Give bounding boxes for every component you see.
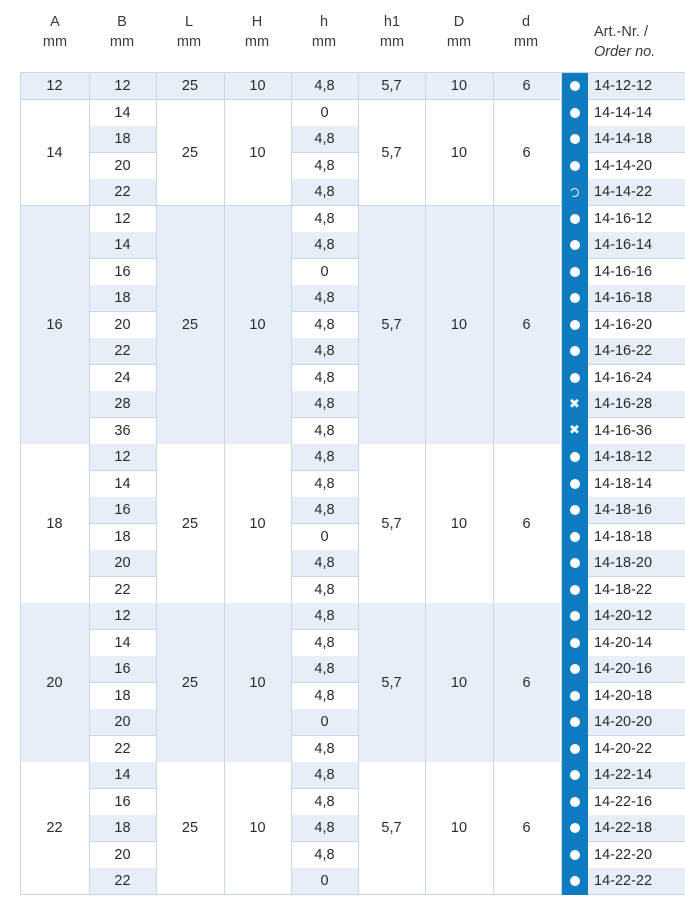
cell-d: 6 (493, 206, 560, 445)
order-number[interactable]: 14-18-18 (588, 524, 685, 551)
cell-B: 16 (89, 497, 156, 524)
cell-h: 4,8 (291, 391, 358, 418)
cell-h: 4,8 (291, 789, 358, 816)
column-separator (291, 72, 292, 895)
cell-d: 6 (493, 444, 560, 603)
cell-h: 4,8 (291, 683, 358, 710)
cell-B: 14 (89, 100, 156, 127)
cell-h: 0 (291, 868, 358, 895)
cell-h: 4,8 (291, 630, 358, 657)
order-number[interactable]: 14-14-18 (588, 126, 685, 153)
column-header-unit: mm (42, 34, 68, 50)
cell-B: 16 (89, 656, 156, 683)
cell-B: 14 (89, 762, 156, 789)
availability-dot-icon (561, 232, 588, 259)
order-number[interactable]: 14-16-36 (588, 418, 685, 445)
cell-h1: 5,7 (358, 100, 425, 206)
column-separator (561, 72, 562, 895)
cell-H: 10 (224, 603, 291, 762)
cell-B: 12 (89, 73, 156, 100)
availability-ring-icon (561, 179, 588, 206)
cell-L: 25 (156, 444, 224, 603)
cell-B: 18 (89, 524, 156, 551)
availability-dot-icon (561, 762, 588, 789)
cell-D: 10 (425, 603, 493, 762)
cell-B: 20 (89, 709, 156, 736)
order-number[interactable]: 14-18-16 (588, 497, 685, 524)
cell-h: 0 (291, 100, 358, 127)
availability-dot-icon (561, 868, 588, 895)
dot-mark (570, 240, 580, 250)
availability-dot-icon (561, 126, 588, 153)
order-number[interactable]: 14-16-18 (588, 285, 685, 312)
availability-dot-icon (561, 312, 588, 339)
cell-h1: 5,7 (358, 603, 425, 762)
dot-mark (570, 744, 580, 754)
cell-d: 6 (493, 100, 560, 206)
dot-mark (570, 346, 580, 356)
cell-D: 10 (425, 444, 493, 603)
cell-h: 4,8 (291, 577, 358, 604)
dot-mark (570, 717, 580, 727)
availability-dot-icon (561, 630, 588, 657)
cell-H: 10 (224, 206, 291, 445)
cell-h: 4,8 (291, 126, 358, 153)
cell-A: 14 (20, 100, 89, 206)
availability-dot-icon (561, 285, 588, 312)
cell-B: 28 (89, 391, 156, 418)
cell-H: 10 (224, 100, 291, 206)
dot-mark (570, 638, 580, 648)
cell-h: 4,8 (291, 815, 358, 842)
dot-mark (570, 214, 580, 224)
cell-B: 18 (89, 126, 156, 153)
cell-h: 4,8 (291, 179, 358, 206)
cell-H: 10 (224, 762, 291, 895)
column-separator (358, 72, 359, 895)
order-number[interactable]: 14-16-28 (588, 391, 685, 418)
cell-B: 20 (89, 153, 156, 180)
cell-h1: 5,7 (358, 206, 425, 445)
order-number[interactable]: 14-22-16 (588, 789, 685, 816)
column-separator (156, 72, 157, 895)
cell-h: 4,8 (291, 338, 358, 365)
cell-d: 6 (493, 762, 560, 895)
cell-B: 12 (89, 603, 156, 630)
cell-B: 14 (89, 630, 156, 657)
order-number[interactable]: 14-18-22 (588, 577, 685, 604)
availability-dot-icon (561, 471, 588, 498)
dot-mark (570, 479, 580, 489)
order-number[interactable]: 14-22-20 (588, 842, 685, 869)
cell-h: 4,8 (291, 497, 358, 524)
column-header-label: H (251, 14, 263, 30)
row-separator (588, 894, 685, 895)
dot-mark (570, 108, 580, 118)
dot-mark (570, 585, 580, 595)
cell-B: 22 (89, 577, 156, 604)
cell-h: 4,8 (291, 603, 358, 630)
cell-B: 20 (89, 550, 156, 577)
availability-dot-icon (561, 524, 588, 551)
order-number[interactable]: 14-20-22 (588, 736, 685, 763)
order-number[interactable]: 14-16-20 (588, 312, 685, 339)
availability-dot-icon (561, 603, 588, 630)
dot-mark (570, 823, 580, 833)
availability-dot-icon (561, 736, 588, 763)
column-separator (20, 72, 21, 895)
column-header-A (25, 12, 85, 52)
availability-dot-icon (561, 842, 588, 869)
column-header-unit: mm (513, 34, 539, 50)
cell-h1: 5,7 (358, 762, 425, 895)
cell-B: 14 (89, 232, 156, 259)
cell-h: 4,8 (291, 736, 358, 763)
cell-h: 4,8 (291, 444, 358, 471)
cell-h: 4,8 (291, 365, 358, 392)
cell-H: 10 (224, 444, 291, 603)
cell-d: 6 (493, 603, 560, 762)
dot-mark (570, 691, 580, 701)
dot-mark (570, 850, 580, 860)
dot-mark (570, 452, 580, 462)
availability-cross-icon (561, 391, 588, 418)
column-header-unit: mm (379, 34, 405, 50)
column-header-label: B (117, 14, 127, 30)
cell-A: 22 (20, 762, 89, 895)
column-header-B (92, 12, 152, 52)
availability-cross-icon (561, 418, 588, 445)
availability-dot-icon (561, 789, 588, 816)
order-number[interactable]: 14-20-18 (588, 683, 685, 710)
column-separator (89, 72, 90, 895)
availability-dot-icon (561, 656, 588, 683)
availability-dot-icon (561, 550, 588, 577)
dot-mark (570, 320, 580, 330)
column-header-label: A (50, 14, 60, 30)
cell-B: 14 (89, 471, 156, 498)
availability-dot-icon (561, 73, 588, 100)
cell-h: 4,8 (291, 842, 358, 869)
cell-h: 4,8 (291, 73, 358, 100)
column-header-h (294, 12, 354, 52)
column-separator (224, 72, 225, 895)
column-header-unit: mm (311, 34, 337, 50)
dot-mark (570, 664, 580, 674)
cell-A: 20 (20, 603, 89, 762)
dot-mark (570, 611, 580, 621)
cell-B: 12 (89, 444, 156, 471)
availability-dot-icon (561, 709, 588, 736)
availability-dot-icon (561, 206, 588, 233)
column-header-label: L (184, 14, 194, 30)
order-number[interactable]: 14-22-18 (588, 815, 685, 842)
column-separator (425, 72, 426, 895)
dot-mark (570, 505, 580, 515)
ring-mark (569, 186, 581, 198)
order-number[interactable]: 14-18-20 (588, 550, 685, 577)
order-number[interactable]: 14-18-12 (588, 444, 685, 471)
cell-B: 24 (89, 365, 156, 392)
order-number[interactable]: 14-16-12 (588, 206, 685, 233)
availability-dot-icon (561, 815, 588, 842)
availability-dot-icon (561, 497, 588, 524)
dot-mark (570, 293, 580, 303)
order-number[interactable]: 14-16-16 (588, 259, 685, 286)
dot-mark (570, 797, 580, 807)
cell-B: 18 (89, 815, 156, 842)
order-number[interactable]: 14-20-16 (588, 656, 685, 683)
cell-h: 0 (291, 259, 358, 286)
dot-mark (570, 876, 580, 886)
cell-h: 0 (291, 524, 358, 551)
cell-h: 4,8 (291, 232, 358, 259)
cell-A: 12 (20, 73, 89, 100)
column-header-H (227, 12, 287, 52)
cell-B: 22 (89, 868, 156, 895)
column-header-label: h (319, 14, 329, 30)
cell-B: 36 (89, 418, 156, 445)
column-header-unit: mm (244, 34, 270, 50)
cell-A: 16 (20, 206, 89, 445)
dot-mark (570, 532, 580, 542)
dot-mark (570, 558, 580, 568)
cell-h: 4,8 (291, 471, 358, 498)
cell-L: 25 (156, 762, 224, 895)
order-number[interactable]: 14-14-14 (588, 100, 685, 127)
column-header-unit: mm (446, 34, 472, 50)
dot-mark (570, 770, 580, 780)
availability-dot-icon (561, 444, 588, 471)
cell-h: 4,8 (291, 550, 358, 577)
cell-h: 4,8 (291, 153, 358, 180)
column-header-h1 (362, 12, 422, 52)
column-header-order-no (594, 22, 655, 62)
cell-D: 10 (425, 762, 493, 895)
cell-B: 22 (89, 736, 156, 763)
availability-dot-icon (561, 100, 588, 127)
cell-B: 12 (89, 206, 156, 233)
order-number[interactable]: 14-18-14 (588, 471, 685, 498)
cell-h: 4,8 (291, 285, 358, 312)
column-header-label: h1 (383, 14, 401, 30)
cell-B: 22 (89, 338, 156, 365)
order-header-line2: Order no. (594, 44, 656, 60)
order-number[interactable]: 14-16-22 (588, 338, 685, 365)
dot-mark (570, 161, 580, 171)
dot-mark (570, 267, 580, 277)
order-number[interactable]: 14-20-14 (588, 630, 685, 657)
cell-B: 22 (89, 179, 156, 206)
order-number[interactable]: 14-14-20 (588, 153, 685, 180)
order-number[interactable]: 14-20-12 (588, 603, 685, 630)
cell-h: 4,8 (291, 762, 358, 789)
order-number[interactable]: 14-20-20 (588, 709, 685, 736)
cell-h1: 5,7 (358, 444, 425, 603)
column-separator (493, 72, 494, 895)
availability-dot-icon (561, 338, 588, 365)
cross-mark: ✖ (569, 423, 580, 439)
cell-h1: 5,7 (358, 73, 425, 100)
availability-dot-icon (561, 153, 588, 180)
availability-dot-icon (561, 683, 588, 710)
cell-h: 4,8 (291, 312, 358, 339)
order-number[interactable]: 14-22-22 (588, 868, 685, 895)
column-header-d (496, 12, 556, 52)
cell-d: 6 (493, 73, 560, 100)
cross-mark: ✖ (569, 396, 580, 412)
order-header-line1: Art.-Nr. / (594, 24, 648, 40)
dot-mark (570, 373, 580, 383)
cell-B: 20 (89, 312, 156, 339)
cell-B: 16 (89, 789, 156, 816)
order-number[interactable]: 14-14-22 (588, 179, 685, 206)
column-header-L (159, 12, 219, 52)
cell-B: 20 (89, 842, 156, 869)
column-header-unit: mm (176, 34, 202, 50)
cell-L: 25 (156, 206, 224, 445)
cell-h: 0 (291, 709, 358, 736)
cell-B: 16 (89, 259, 156, 286)
availability-dot-icon (561, 577, 588, 604)
cell-A: 18 (20, 444, 89, 603)
column-header-label: D (453, 14, 465, 30)
cell-D: 10 (425, 206, 493, 445)
dot-mark (570, 134, 580, 144)
cell-H: 10 (224, 73, 291, 100)
cell-D: 10 (425, 100, 493, 206)
cell-L: 25 (156, 603, 224, 762)
column-header-label: d (521, 14, 531, 30)
cell-B: 18 (89, 683, 156, 710)
column-header-D (429, 12, 489, 52)
cell-h: 4,8 (291, 206, 358, 233)
cell-D: 10 (425, 73, 493, 100)
cell-L: 25 (156, 73, 224, 100)
cell-L: 25 (156, 100, 224, 206)
order-number[interactable]: 14-12-12 (588, 73, 685, 100)
cell-B: 18 (89, 285, 156, 312)
column-header-unit: mm (109, 34, 135, 50)
availability-dot-icon (561, 259, 588, 286)
availability-dot-icon (561, 365, 588, 392)
cell-h: 4,8 (291, 418, 358, 445)
order-number[interactable]: 14-16-24 (588, 365, 685, 392)
order-number[interactable]: 14-22-14 (588, 762, 685, 789)
cell-h: 4,8 (291, 656, 358, 683)
dot-mark (570, 81, 580, 91)
order-number[interactable]: 14-16-14 (588, 232, 685, 259)
